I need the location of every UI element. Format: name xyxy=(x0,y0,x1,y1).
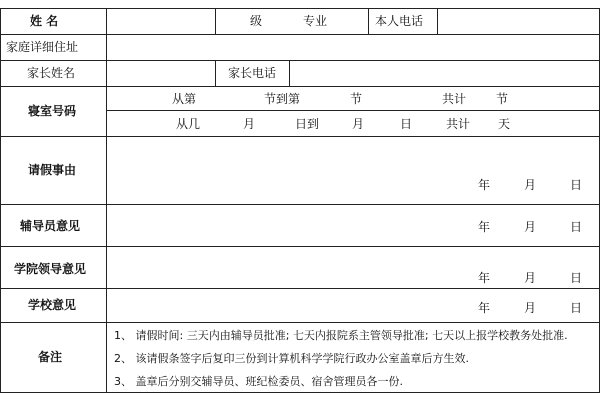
school-month: 月 xyxy=(524,301,537,315)
college-month: 月 xyxy=(524,271,537,285)
school-label: 学校意见 xyxy=(28,298,77,312)
college-day: 日 xyxy=(570,271,583,285)
grid-line xyxy=(368,8,369,34)
grid-line xyxy=(0,86,600,87)
major-label: 专业 xyxy=(303,14,328,28)
reason-day: 日 xyxy=(570,178,583,192)
grid-line xyxy=(0,60,600,61)
address-label: 家庭详细住址 xyxy=(6,40,79,54)
reason-label: 请假事由 xyxy=(28,163,77,177)
college-label: 学院领导意见 xyxy=(14,262,87,276)
note-item-2: 2、 该请假条签字后复印三份到计算机科学学院行政办公室盖章后方生效. xyxy=(114,352,469,365)
grid-line xyxy=(289,60,290,86)
school-day: 日 xyxy=(570,301,583,315)
period-total: 共计 xyxy=(442,92,467,106)
college-year: 年 xyxy=(478,271,491,285)
dorm-label: 寝室号码 xyxy=(28,104,77,118)
parent-name-label: 家长姓名 xyxy=(27,66,76,80)
name-label: 姓 名 xyxy=(30,14,59,28)
grid-line xyxy=(437,8,438,34)
date-from: 从几 xyxy=(176,117,201,131)
period-section: 节 xyxy=(350,92,363,106)
notes-label: 备注 xyxy=(38,350,63,364)
grid-line xyxy=(0,8,1,393)
grid-line xyxy=(215,60,216,86)
grid-line xyxy=(106,8,107,393)
phone-label: 本人电话 xyxy=(375,14,424,28)
date-total-unit: 天 xyxy=(498,117,511,131)
date-day-to: 日到 xyxy=(295,117,320,131)
grid-line xyxy=(0,8,600,9)
grid-line xyxy=(0,246,600,247)
counselor-month: 月 xyxy=(524,220,537,234)
school-year: 年 xyxy=(478,301,491,315)
period-from: 从第 xyxy=(172,92,197,106)
grid-line xyxy=(0,34,600,35)
grid-line xyxy=(0,392,600,393)
reason-month: 月 xyxy=(524,178,537,192)
grid-line xyxy=(215,8,216,34)
date-day: 日 xyxy=(400,117,413,131)
date-month2: 月 xyxy=(352,117,365,131)
counselor-year: 年 xyxy=(478,220,491,234)
grid-line xyxy=(0,136,600,137)
grid-line xyxy=(0,322,600,323)
grid-line xyxy=(0,204,600,205)
note-item-1: 1、 请假时间: 三天内由辅导员批准; 七天内报院系主管领导批准; 七天以上报学校教务处批准. xyxy=(114,329,568,342)
grade-label: 级 xyxy=(250,14,263,28)
period-total-unit: 节 xyxy=(496,92,509,106)
counselor-label: 辅导员意见 xyxy=(20,219,81,233)
counselor-day: 日 xyxy=(570,220,583,234)
note-item-3: 3、 盖章后分别交辅导员、班纪检委员、宿舍管理员各一份. xyxy=(114,375,403,388)
parent-phone-label: 家长电话 xyxy=(228,66,277,80)
reason-year: 年 xyxy=(478,178,491,192)
date-month1: 月 xyxy=(243,117,256,131)
grid-line xyxy=(0,288,600,289)
grid-line xyxy=(106,110,600,111)
period-section-to: 节到第 xyxy=(264,92,301,106)
date-total: 共计 xyxy=(446,117,471,131)
